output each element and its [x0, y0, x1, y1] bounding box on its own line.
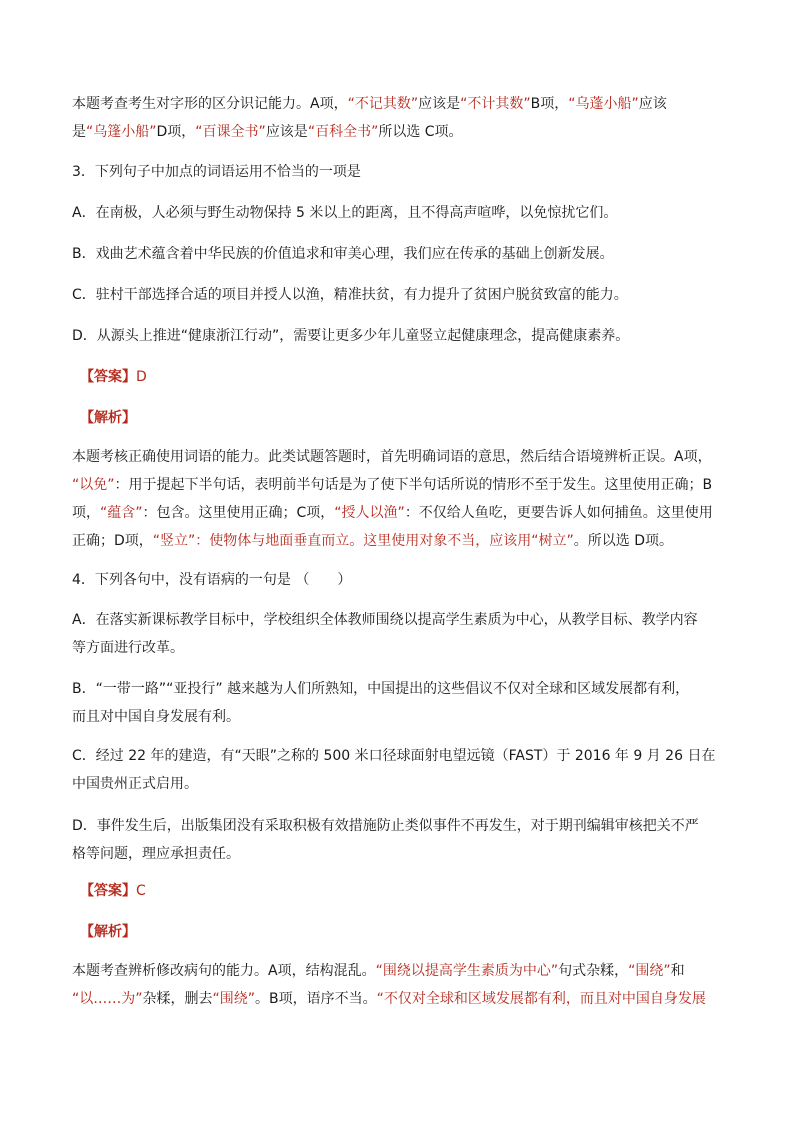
text: 正确；D项， — [72, 533, 153, 549]
option-line: 而且对中国自身发展有利。 — [72, 709, 240, 725]
explanation-line — [72, 471, 724, 499]
analysis-label: 【解析】 — [80, 924, 136, 940]
text: 所以选 C项。 — [378, 124, 463, 140]
option-line: A．在落实新课标教学目标中，学校组织全体教师围绕以提高学生素质为中心，从教学目标、教学内容 — [72, 612, 698, 628]
option-line: 等方面进行改革。 — [72, 640, 184, 656]
text: 应该是 — [265, 124, 308, 140]
q4-answer — [80, 877, 732, 905]
text: ：用于提起下半句话，表明前半句话是为了使下半句话所说的情形不至于发生。这里使用正确；B — [114, 477, 713, 493]
option-line: 中国贵州正式启用。 — [72, 776, 198, 792]
q4-explanation — [72, 957, 724, 1013]
quoted-term: “不记其数” — [347, 96, 419, 112]
q4-option-c — [72, 742, 724, 798]
quoted-term: “围绕” — [212, 991, 256, 1007]
analysis-label: 【解析】 — [80, 410, 136, 426]
explanation-line — [72, 499, 724, 527]
q3-option-b: B．戏曲艺术蕴含着中华民族的价值追求和审美心理，我们应在传承的基础上创新发展。 — [72, 246, 614, 262]
q4-stem: 4．下列各句中，没有语病的一句是 （ ） — [72, 572, 352, 588]
q4-option-b — [72, 675, 724, 731]
option-line: D．事件发生后，出版集团没有采取积极有效措施防止类似事件不再发生，对于期刊编辑审核把关不严 — [72, 818, 699, 834]
text: 本题考查辨析修改病句的能力。A项，结构混乱。 — [72, 963, 376, 979]
text: B项， — [530, 96, 569, 112]
text: 应该 — [638, 96, 667, 112]
q3-stem: 3．下列句子中加点的词语运用不恰当的一项是 — [72, 164, 361, 180]
text: ：包含。这里使用正确；C项， — [142, 505, 335, 521]
explanation-line: 本题考核正确使用词语的能力。此类试题答题时，首先明确词语的意思，然后结合语境辨析正误。A项， — [72, 449, 712, 465]
explanation-line — [72, 90, 724, 118]
explanation-line — [72, 527, 724, 555]
q4-option-d — [72, 812, 724, 868]
option-line: 格等问题，理应承担责任。 — [72, 846, 240, 862]
quoted-term: “授人以渔” — [334, 505, 405, 521]
quoted-term: “不计其数” — [460, 96, 531, 112]
explanation-line — [72, 118, 724, 146]
text: 。所以选 D项。 — [573, 533, 674, 549]
q3-option-d: D．从源头上推进“健康浙江行动”，需要让更多少年儿童竖立起健康理念，提高健康素养。 — [72, 328, 630, 344]
quoted-term: “以……为” — [72, 991, 143, 1007]
text: 项， — [72, 505, 100, 521]
text: ：不仅给人鱼吃，更要告诉人如何捕鱼。这里使用 — [404, 505, 713, 521]
answer-label: 【答案】 — [80, 883, 136, 899]
answer-value: C — [136, 883, 146, 899]
text: D项， — [156, 124, 196, 140]
answer-value: D — [136, 369, 147, 385]
quoted-term: “以免” — [72, 477, 115, 493]
explanation-line — [72, 985, 724, 1013]
quoted-term: “竖立”：使物体与地面垂直而立。这里使用对象不当，应该用“树立” — [152, 533, 574, 549]
quoted-term: “不仅对全球和区域发展都有利，而且对中国自身发展 — [376, 991, 706, 1007]
text: 本题考查考生对字形的区分识记能力。A项， — [72, 96, 348, 112]
quoted-term: “乌篷小船” — [86, 124, 157, 140]
q3-answer — [80, 363, 732, 391]
answer-label: 【答案】 — [80, 369, 136, 385]
q3-analysis-label — [80, 404, 732, 432]
q4-option-a — [72, 606, 724, 662]
q3-option-a: A．在南极，人必须与野生动物保持 5 米以上的距离，且不得高声喧哗，以免惊扰它们。 — [72, 205, 618, 221]
text: 是 — [72, 124, 86, 140]
text: 和 — [670, 963, 685, 979]
quoted-term: “围绕” — [628, 963, 671, 979]
q3-option-c: C．驻村干部选择合适的项目并授人以渔，精准扶贫，有力提升了贫困户脱贫致富的能力。 — [72, 287, 628, 303]
quoted-term: “围绕以提高学生素质为中心” — [375, 963, 559, 979]
q4-analysis-label — [80, 918, 732, 946]
quoted-term: “百科全书” — [307, 124, 379, 140]
q3-explanation — [72, 443, 724, 555]
option-line: B．“一带一路”“亚投行” 越来越为人们所熟知，中国提出的这些倡议不仅对全球和区域发展都有利， — [72, 681, 690, 697]
quoted-term: “乌蓬小船” — [568, 96, 639, 112]
text: 句式杂糅， — [558, 963, 629, 979]
explanation-line — [72, 957, 724, 985]
q2-explanation — [72, 90, 724, 146]
quoted-term: “百课全书” — [195, 124, 266, 140]
option-line: C．经过 22 年的建造，有“天眼”之称的 500 米口径球面射电望远镜（FAST）于 2016 年 9 月 26 日在 — [72, 748, 716, 764]
text: 应该是 — [418, 96, 461, 112]
text: 杂糅，删去 — [142, 991, 213, 1007]
quoted-term: “蕴含” — [100, 505, 143, 521]
text: 。B项，语序不当。 — [255, 991, 377, 1007]
